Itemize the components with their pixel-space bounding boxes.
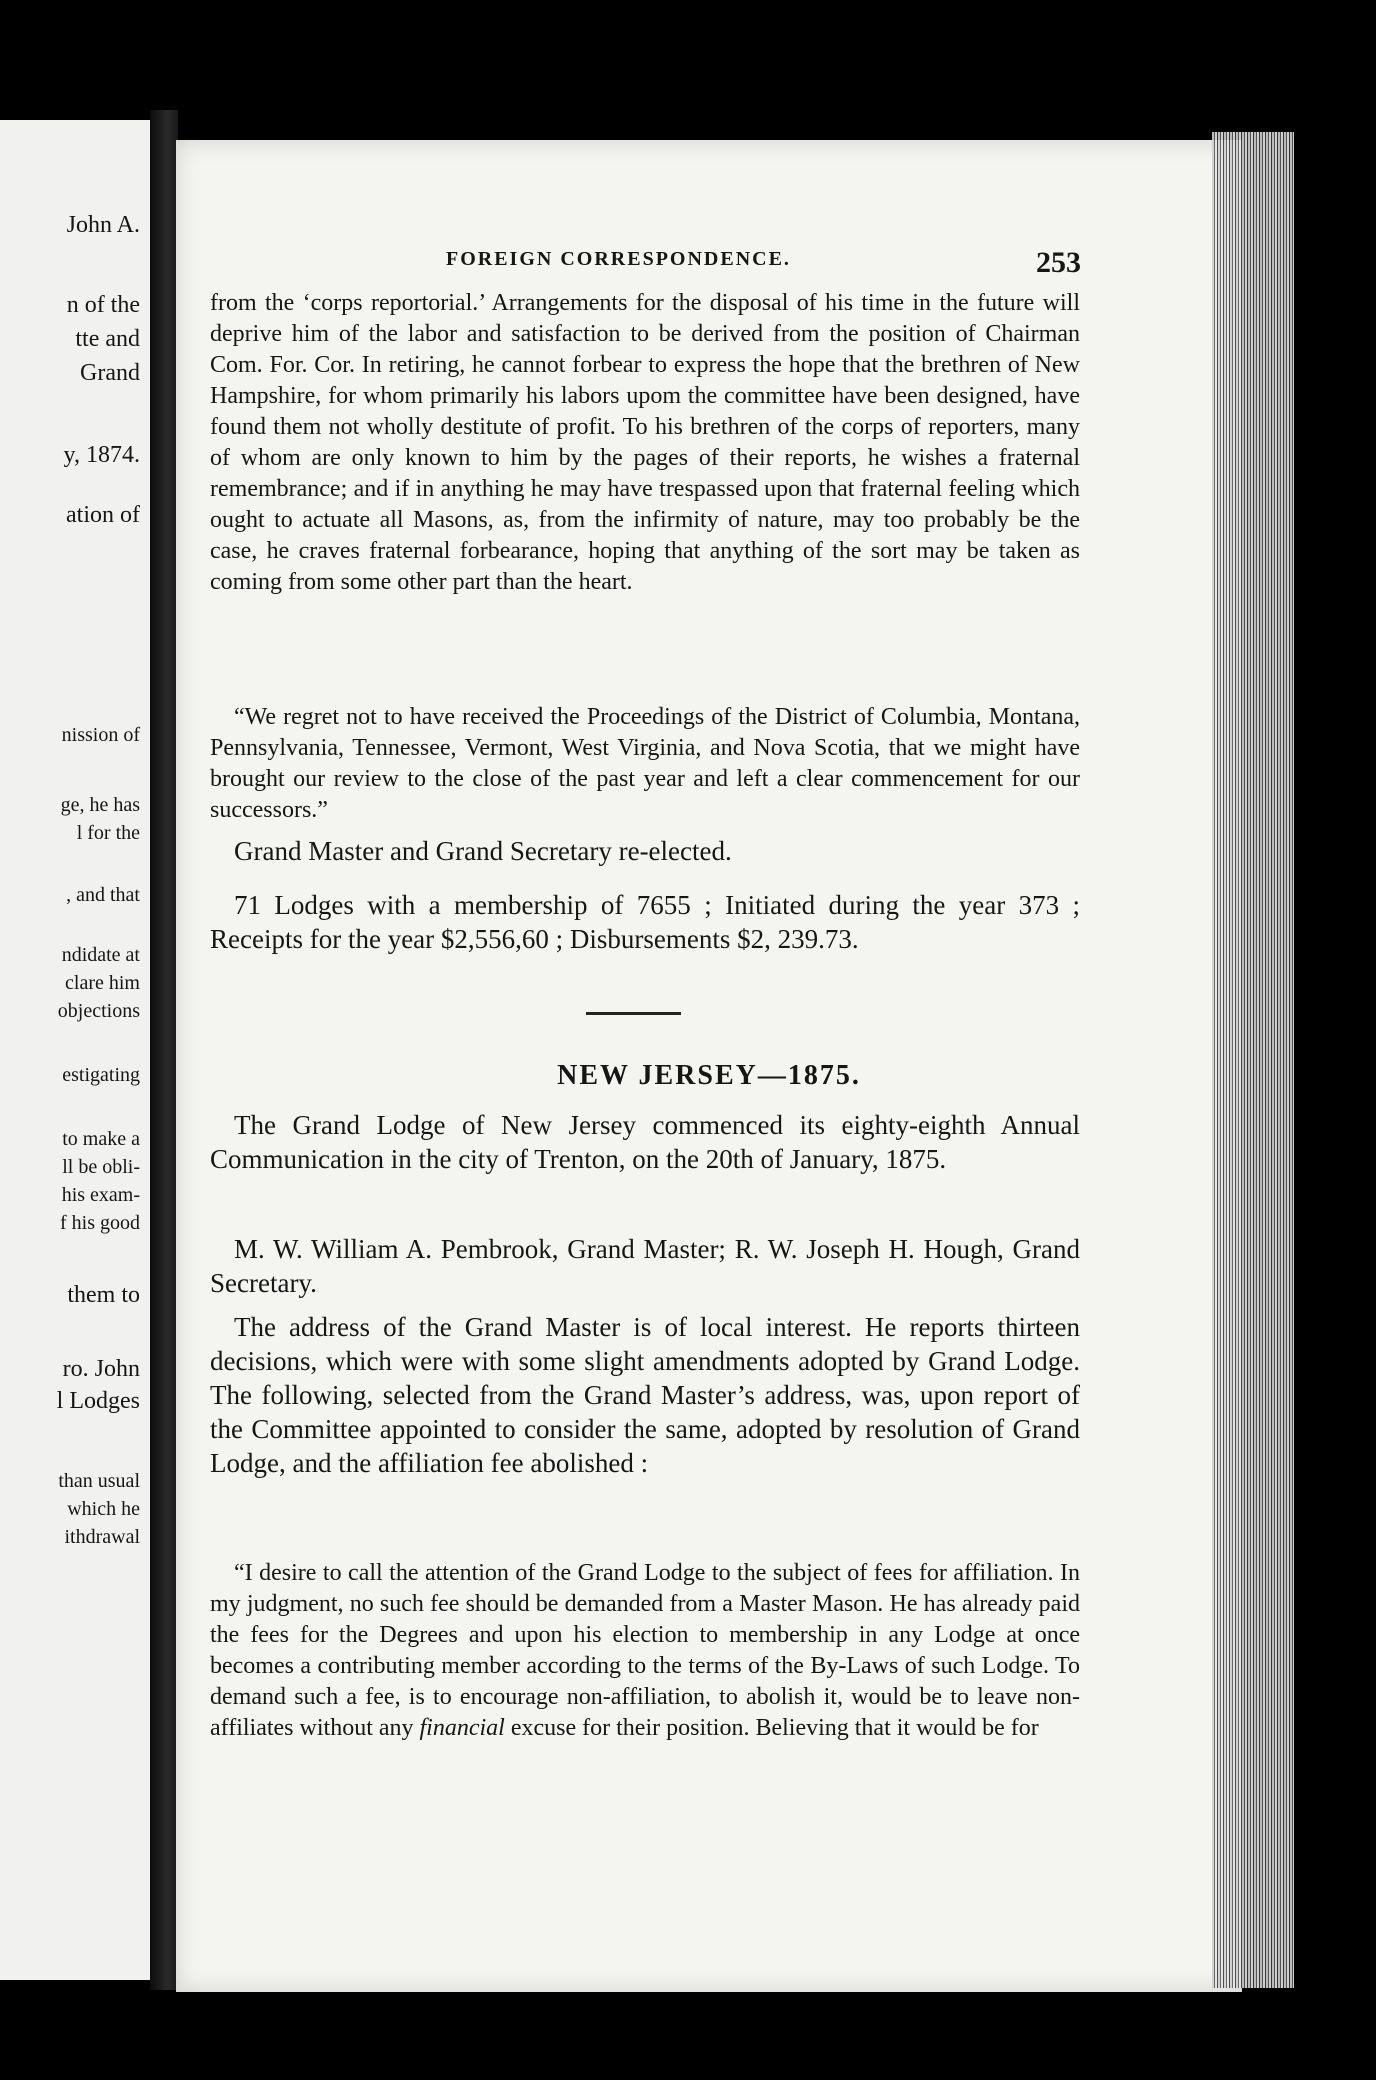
page-number: 253: [1036, 246, 1081, 279]
nj-address: [210, 1310, 1080, 1480]
nj-intro-text: The Grand Lodge of New Jersey commenced its eighty-eighth Annual Communication in the city of Trenton, on the 20th of January, 1875.: [210, 1110, 1080, 1174]
left-page-line: l for the: [76, 822, 140, 844]
quote-continued: [210, 288, 1080, 598]
left-page-line: clare him: [65, 972, 140, 994]
left-page-line: ndidate at: [61, 944, 140, 966]
left-page-line: Grand: [80, 360, 140, 386]
book-page: [176, 140, 1242, 1992]
left-page-line: n of the: [66, 292, 140, 318]
book-gutter: [150, 110, 178, 1990]
nj-address-text: The address of the Grand Master is of local interest. He reports thirteen decisions, which were with some slight amendments adopted by Grand Lodge. The following, selected from the Grand Master’s address, was, upon report of the Committee appointed to consider the same, adopted by resolution of Grand Lodge, and the affiliation fee abolished :: [210, 1312, 1080, 1478]
left-page-line: ge, he has: [60, 794, 140, 816]
reelected-text: Grand Master and Grand Secretary re-elected.: [234, 836, 732, 866]
nj-officers-text: M. W. William A. Pembrook, Grand Master; R. W. Joseph H. Hough, Grand Secretary.: [210, 1234, 1080, 1298]
nj-officers: [210, 1232, 1080, 1300]
section-divider: [586, 1012, 681, 1015]
left-page-line: ation of: [66, 502, 140, 528]
left-page-line: which he: [67, 1498, 140, 1520]
reelected-paragraph: [210, 834, 1080, 868]
left-page-line: tte and: [75, 326, 140, 352]
left-page-line: l Lodges: [56, 1388, 140, 1414]
nj-quote-after: excuse for their position. Believing that it would be for: [510, 1715, 1039, 1741]
nj-intro: [210, 1108, 1080, 1176]
left-page-line: John A.: [66, 212, 140, 238]
left-page-line: ro. John: [62, 1356, 140, 1382]
left-page-line: objections: [57, 1000, 140, 1022]
left-page-line: y, 1874.: [63, 442, 140, 468]
nj-quote-before: “I desire to call the attention of the Grand Lodge to the subject of fees for affiliation. In my judgment, no such fee should be demanded from a Master Mason. He has already paid the fees for the Degrees and upon his election to membership in any Lodge at once becomes a contributing member according to the terms of the By-Laws of such Lodge. To demand such a fee, is to encourage non-affiliation, to abolish it, would be to leave non-affiliates without any: [210, 1560, 1080, 1741]
quote-regret-text: “We regret not to have received the Proceedings of the District of Columbia, Montana, Pennsylvania, Tennessee, Vermont, West Virginia, and Nova Scotia, that we might have brought our review to the close of the past year and left a clear commencement for our successors.”: [210, 704, 1080, 823]
previous-page: [0, 120, 152, 1980]
left-page-line: than usual: [58, 1470, 140, 1492]
stats-text: 71 Lodges with a membership of 7655 ; Initiated during the year 373 ; Receipts for the year $2,556,60 ; Disbursements $2, 239.73.: [210, 890, 1080, 954]
left-page-line: nission of: [61, 724, 140, 746]
quote-continued-text: from the ‘corps reportorial.’ Arrangements for the disposal of his time in the future will deprive him of the labor and satisfaction to be derived from the position of Chairman Com. For. Cor. In retiring, he cannot forbear to express the hope that the brethren of New Hampshire, for whom primarily his labors upom the committee have been designed, have found them not wholly destitute of profit. To his brethren of the corps of reporters, many of whom are only known to him by the pages of their reports, he wishes a fraternal remembrance; and if in anything he may have trespassed upon that fraternal feeling which ought to actuate all Masons, as, from the infirmity of nature, may too probably be the case, he craves fraternal forbearance, hoping that anything of the sort may be taken as coming from some other part than the heart.: [210, 290, 1080, 595]
left-page-line: his exam-: [61, 1184, 140, 1206]
page-edges: [1212, 132, 1294, 1988]
left-page-line: , and that: [66, 884, 140, 906]
running-head: FOREIGN CORRESPONDENCE.: [446, 248, 791, 270]
nj-quote: [210, 1558, 1080, 1744]
nj-quote-emphasis: financial: [419, 1715, 505, 1741]
left-page-line: f his good: [60, 1212, 140, 1234]
nj-quote-text: [210, 1558, 1080, 1744]
stats-paragraph: [210, 888, 1080, 956]
quote-regret: [210, 702, 1080, 826]
section-title: NEW JERSEY—1875.: [557, 1060, 861, 1091]
left-page-line: ithdrawal: [64, 1526, 140, 1548]
left-page-line: ll be obli-: [62, 1156, 140, 1178]
left-page-line: to make a: [62, 1128, 140, 1150]
left-page-line: estigating: [62, 1064, 140, 1086]
left-page-line: them to: [67, 1282, 140, 1308]
